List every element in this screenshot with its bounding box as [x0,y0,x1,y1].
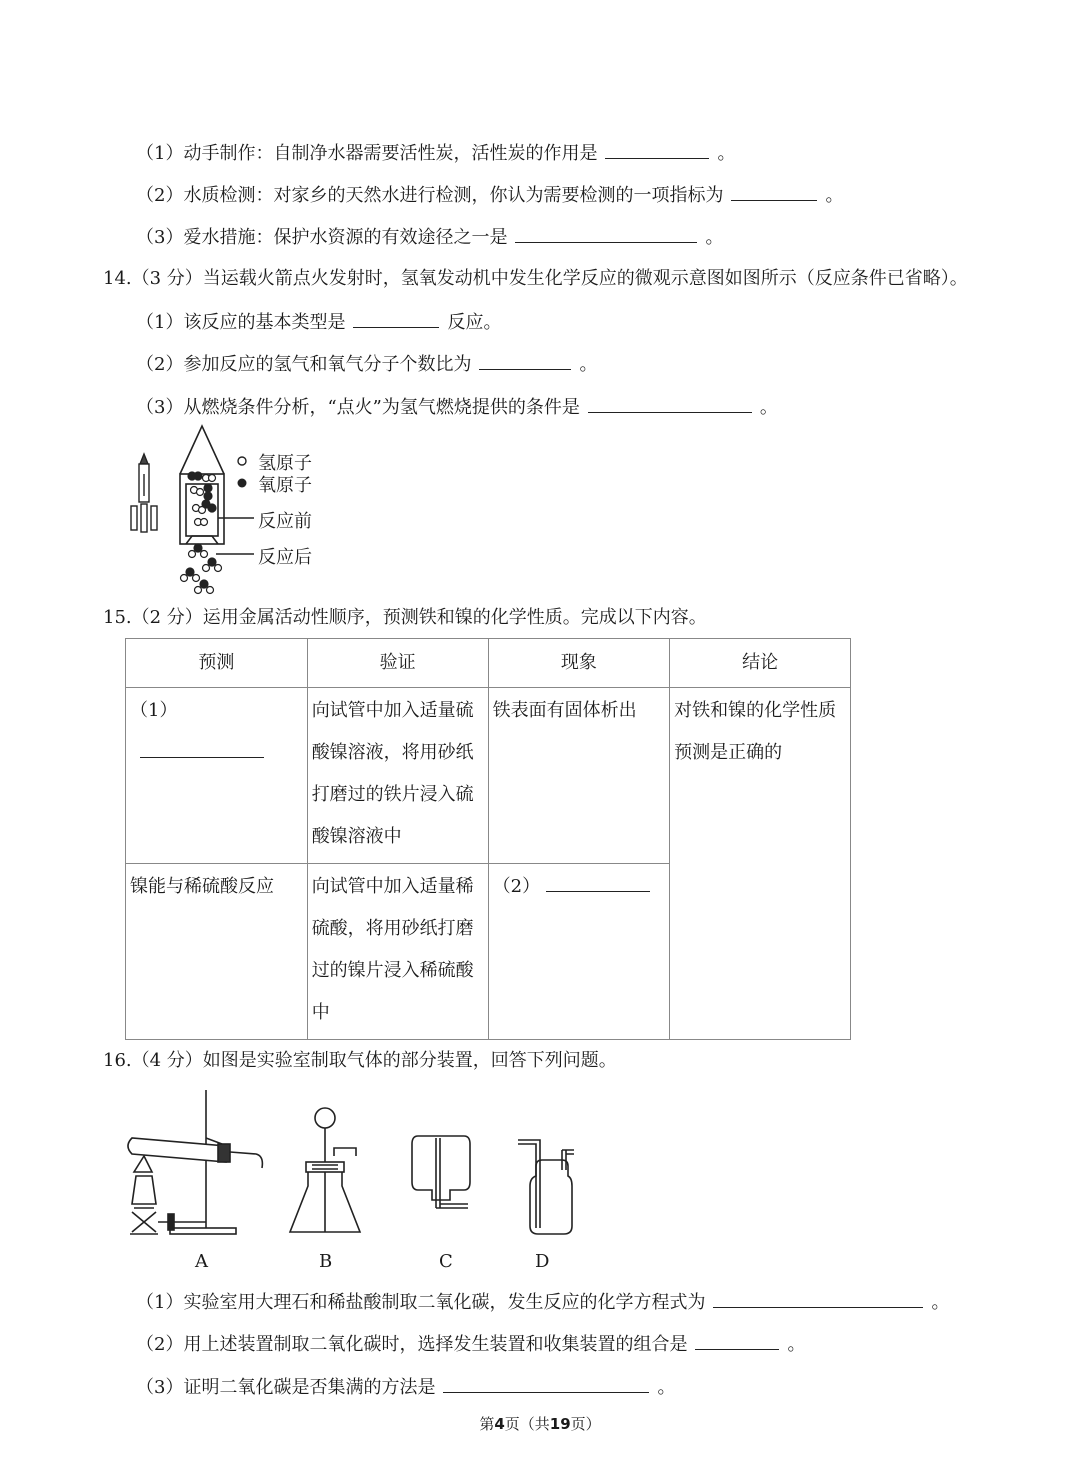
cell-predict: 镍能与稀硫酸反应 [126,864,308,1040]
molecules-after [181,544,222,594]
q14-part2: （2）参加反应的氢气和氧气分子个数比为 。 [136,351,597,377]
big-rocket-outline [180,426,224,544]
answer-blank[interactable] [443,1374,649,1393]
q13-part3: （3）爱水措施：保护水资源的有效途径之一是 。 [136,224,723,250]
cell-conclusion: 对铁和镍的化学性质 预测是正确的 [670,688,851,1040]
small-rocket-icon [131,454,157,532]
q13-part1: （1）动手制作：自制净水器需要活性炭，活性炭的作用是 。 [136,140,735,166]
page-footer: 第4页（共19页） [479,1415,601,1433]
answer-blank[interactable] [695,1331,779,1350]
answer-blank[interactable] [713,1289,923,1308]
answer-blank[interactable] [605,140,709,159]
legend-h-atom: 氢原子 [258,453,312,474]
q14-part3: （3）从燃烧条件分析，“点火”为氢气燃烧提供的条件是 。 [136,394,778,420]
answer-blank[interactable] [731,182,817,201]
apparatus-c-icon [412,1136,470,1208]
experiment-table [125,638,851,1040]
header-verify: 验证 [307,639,488,688]
answer-blank[interactable] [140,739,264,758]
lab-apparatus-diagram [122,1086,592,1246]
answer-blank[interactable] [479,351,571,370]
q14-part1: （1）该反应的基本类型是 反应。 [136,309,501,335]
q16-part2: （2）用上述装置制取二氧化碳时，选择发生装置和收集装置的组合是 。 [136,1331,805,1357]
q16-part3: （3）证明二氧化碳是否集满的方法是 。 [136,1374,675,1400]
current-page: 4 [494,1415,505,1433]
cell-phenomenon: （2） [488,864,670,1040]
apparatus-a-icon [128,1090,262,1234]
answer-blank[interactable] [353,309,439,328]
table-row [126,688,851,864]
q14-title: 14.（3 分）当运载火箭点火发射时，氢氧发动机中发生化学反应的微观示意图如图所示（反应条件已省略）。 [103,268,968,289]
cell-predict: （1） [126,688,308,864]
molecules-before [188,472,216,526]
q16-part1: （1）实验室用大理石和稀盐酸制取二氧化碳，发生反应的化学方程式为 。 [136,1289,949,1315]
header-phenomenon: 现象 [488,639,670,688]
answer-blank[interactable] [515,224,697,243]
legend-before: 反应前 [258,511,312,532]
q16-title: 16.（4 分）如图是实验室制取气体的部分装置，回答下列问题。 [103,1050,617,1071]
cell-verify: 向试管中加入适量稀 硫酸，将用砂纸打磨 过的镍片浸入稀硫酸 中 [307,864,488,1040]
cell-phenomenon: 铁表面有固体析出 [488,688,670,864]
cell-verify: 向试管中加入适量硫 酸镍溶液，将用砂纸 打磨过的铁片浸入硫 酸镍溶液中 [307,688,488,864]
header-conclusion: 结论 [670,639,851,688]
legend-after: 反应后 [258,547,312,568]
answer-blank[interactable] [546,873,650,892]
label-d: D [535,1251,550,1272]
apparatus-b-icon [290,1108,360,1232]
header-predict: 预测 [126,639,308,688]
table-header-row [126,639,851,688]
label-a: A [195,1251,208,1272]
apparatus-d-icon [518,1140,574,1234]
answer-blank[interactable] [588,394,752,413]
h-atom-legend-icon [238,457,246,465]
label-b: B [319,1251,333,1272]
q15-title: 15.（2 分）运用金属活动性顺序，预测铁和镍的化学性质。完成以下内容。 [103,607,707,628]
o-atom-legend-icon [238,479,247,488]
q13-part2: （2）水质检测：对家乡的天然水进行检测，你认为需要检测的一项指标为 。 [136,182,843,208]
legend-o-atom: 氧原子 [258,475,312,496]
total-pages: 19 [549,1415,571,1433]
label-c: C [439,1251,453,1272]
